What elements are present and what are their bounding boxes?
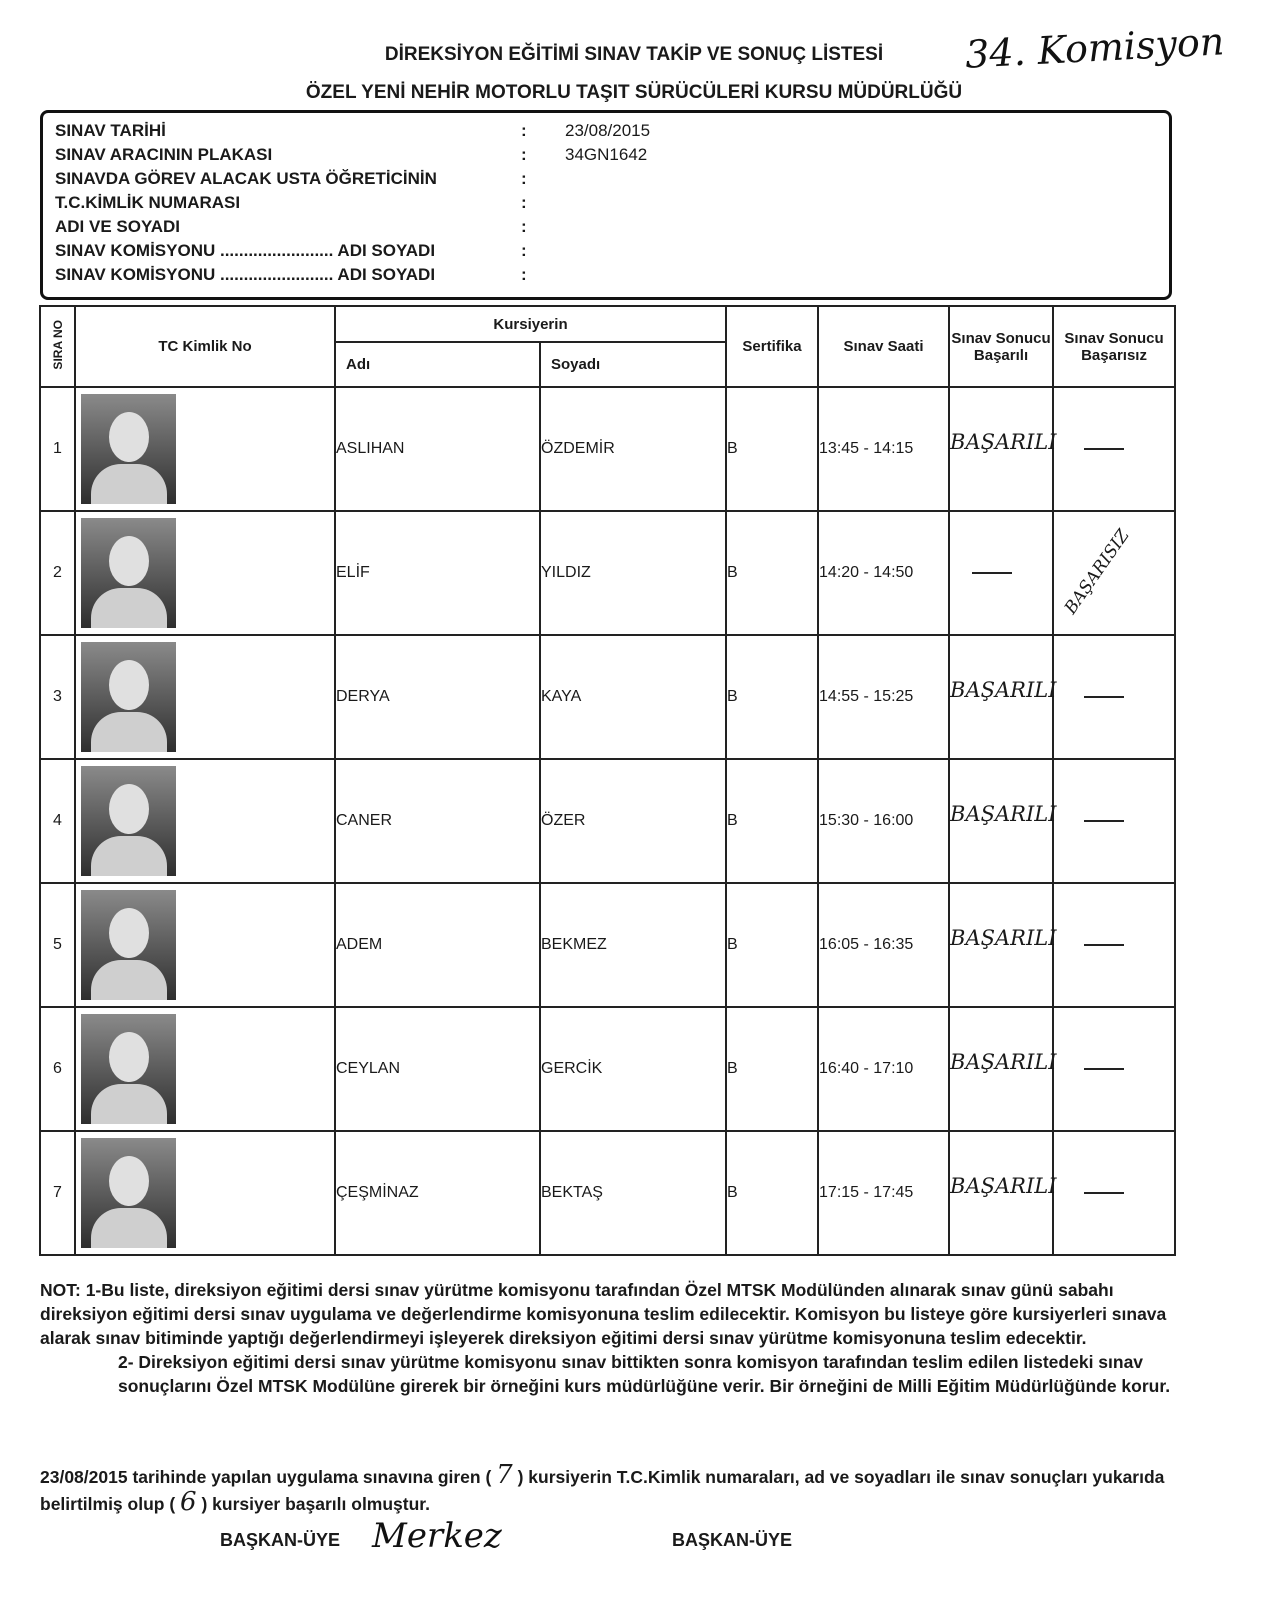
- empty-dash: [1084, 1192, 1124, 1194]
- row-number: 4: [40, 759, 75, 883]
- exam-time: 14:20 - 14:50: [818, 511, 949, 635]
- plate-label: SINAV ARACININ PLAKASI: [55, 145, 273, 164]
- tc-cell: [75, 1007, 335, 1131]
- row-number: 7: [40, 1131, 75, 1255]
- result-failed: [1053, 387, 1175, 511]
- first-name: ELİF: [335, 511, 540, 635]
- result-failed: [1053, 883, 1175, 1007]
- result-passed: [949, 635, 1057, 759]
- signature-label-right: BAŞKAN-ÜYE: [672, 1530, 793, 1550]
- student-photo: [81, 518, 176, 628]
- colon: :: [521, 217, 527, 236]
- colon: :: [521, 241, 527, 260]
- result-passed: [949, 883, 1057, 1007]
- summary-part2: ) kursiyerin T.C.Kimlik numaraları, ad ve soyadları ile sınav sonuçları yukarıda belirtilmiş olup (: [40, 1467, 1165, 1514]
- empty-dash: [1084, 944, 1124, 946]
- row-number: 5: [40, 883, 75, 1007]
- header-sira-no: SIRA NO: [40, 306, 75, 387]
- document-subtitle: ÖZEL YENİ NEHİR MOTORLU TAŞIT SÜRÜCÜLERİ KURSU MÜDÜRLÜĞÜ: [305, 82, 963, 103]
- exam-time: 17:15 - 17:45: [818, 1131, 949, 1255]
- last-name: BEKMEZ: [540, 883, 726, 1007]
- handwritten-result: BAŞARISIZ: [1060, 525, 1134, 619]
- summary-part3: ) kursiyer başarılı olmuştur.: [201, 1494, 431, 1514]
- table-row: [40, 1007, 1175, 1131]
- table-row: [40, 759, 1175, 883]
- colon: :: [521, 169, 527, 188]
- result-passed: [949, 511, 1053, 635]
- committee1-label: SINAV KOMİSYONU ........................ ADI SOYADI: [55, 241, 436, 260]
- student-photo: [81, 1138, 176, 1248]
- last-name: YILDIZ: [540, 511, 726, 635]
- first-name: ÇEŞMİNAZ: [335, 1131, 540, 1255]
- header-sinav-saati: Sınav Saati: [818, 306, 949, 387]
- colon: :: [521, 121, 527, 140]
- header-soyadi: Soyadı: [540, 342, 726, 387]
- first-name: DERYA: [335, 635, 540, 759]
- certificate: B: [726, 759, 818, 883]
- colon: :: [521, 265, 527, 284]
- header-sonuc-basarili: Sınav Sonucu Başarılı: [949, 306, 1053, 387]
- certificate: B: [726, 883, 818, 1007]
- last-name: ÖZDEMİR: [540, 387, 726, 511]
- summary-part1: 23/08/2015 tarihinde yapılan uygulama sınavına giren (: [40, 1467, 492, 1487]
- certificate: B: [726, 635, 818, 759]
- header-sonuc-basarisiz: Sınav Sonucu Başarısız: [1053, 306, 1175, 387]
- student-photo: [81, 394, 176, 504]
- header-sertifika: Sertifika: [726, 306, 818, 387]
- result-failed: [1053, 759, 1175, 883]
- row-number: 1: [40, 387, 75, 511]
- exam-time: 14:55 - 15:25: [818, 635, 949, 759]
- instructor-label: SINAVDA GÖREV ALACAK USTA ÖĞRETİCİNİN: [55, 169, 437, 188]
- handwritten-result: BAŞARILI: [950, 926, 1057, 950]
- result-passed: [949, 387, 1057, 511]
- first-name: ASLIHAN: [335, 387, 540, 511]
- empty-dash: [1084, 820, 1124, 822]
- exam-date-label: SINAV TARİHİ: [55, 121, 166, 140]
- exam-time: 16:40 - 17:10: [818, 1007, 949, 1131]
- certificate: B: [726, 1007, 818, 1131]
- tc-cell: [75, 387, 335, 511]
- result-failed: [1053, 1131, 1175, 1255]
- exam-time: 13:45 - 14:15: [818, 387, 949, 511]
- plate-value: 34GN1642: [565, 145, 648, 164]
- empty-dash: [972, 572, 1012, 574]
- table-row: [40, 511, 1175, 635]
- document-title: DİREKSİYON EĞİTİMİ SINAV TAKİP VE SONUÇ LİSTESİ: [384, 44, 884, 65]
- last-name: KAYA: [540, 635, 726, 759]
- handwritten-result: BAŞARILI: [950, 802, 1057, 826]
- signature-label-left: BAŞKAN-ÜYE: [220, 1530, 341, 1550]
- summary-statement: [40, 1460, 1200, 1517]
- exam-time: 15:30 - 16:00: [818, 759, 949, 883]
- header-tc-kimlik: TC Kimlik No: [75, 306, 335, 387]
- colon: :: [521, 193, 527, 212]
- certificate: B: [726, 511, 818, 635]
- tc-label: T.C.KİMLİK NUMARASI: [55, 193, 241, 212]
- result-failed: [1053, 1007, 1175, 1131]
- last-name: GERCİK: [540, 1007, 726, 1131]
- first-name: CEYLAN: [335, 1007, 540, 1131]
- tc-cell: [75, 883, 335, 1007]
- name-label: ADI VE SOYADI: [55, 217, 181, 236]
- last-name: BEKTAŞ: [540, 1131, 726, 1255]
- exam-info-box: [40, 110, 1172, 300]
- header-kursiyerin: Kursiyerin: [335, 306, 726, 342]
- last-name: ÖZER: [540, 759, 726, 883]
- student-photo: [81, 642, 176, 752]
- result-passed: [949, 1131, 1057, 1255]
- empty-dash: [1084, 448, 1124, 450]
- tc-cell: [75, 1131, 335, 1255]
- table-row: [40, 387, 1175, 511]
- tc-cell: [75, 759, 335, 883]
- result-failed: [1053, 511, 1175, 635]
- exam-results-table: [39, 305, 1176, 1256]
- certificate: B: [726, 1131, 818, 1255]
- note-section: [40, 1278, 1180, 1398]
- count-passed: 6: [180, 1487, 197, 1517]
- student-photo: [81, 766, 176, 876]
- handwritten-result: BAŞARILI: [950, 1050, 1057, 1074]
- colon: :: [521, 145, 527, 164]
- table-row: [40, 635, 1175, 759]
- result-passed: [949, 759, 1057, 883]
- exam-date-value: 23/08/2015: [565, 121, 651, 140]
- table-row: [40, 1131, 1175, 1255]
- empty-dash: [1084, 696, 1124, 698]
- committee2-label: SINAV KOMİSYONU ........................ ADI SOYADI: [55, 265, 436, 284]
- note-paragraph-1: NOT: 1-Bu liste, direksiyon eğitimi dersi sınav yürütme komisyonu tarafından Özel MTSK Modülünden alınarak sınav günü sabahı direksiyon eğitimi dersi sınav uygulama ve değerlendirme komisyonuna teslim edilecektir. Komisyon bu listeye göre kursiyerleri sınava alarak sınav bitiminde yaptığı değerlendirmeyi işleyerek direksiyon eğitimi dersi sınav yürütme komisyonuna teslim edecektir.: [40, 1280, 1167, 1348]
- row-number: 6: [40, 1007, 75, 1131]
- table-row: [40, 883, 1175, 1007]
- student-photo: [81, 1014, 176, 1124]
- signature-left: Merkez: [372, 1516, 502, 1556]
- handwritten-result: BAŞARILI: [950, 430, 1057, 454]
- result-passed: [949, 1007, 1057, 1131]
- handwritten-commission-tag: 34. Komisyon: [964, 19, 1226, 77]
- first-name: ADEM: [335, 883, 540, 1007]
- first-name: CANER: [335, 759, 540, 883]
- result-failed: [1053, 635, 1175, 759]
- row-number: 2: [40, 511, 75, 635]
- exam-time: 16:05 - 16:35: [818, 883, 949, 1007]
- row-number: 3: [40, 635, 75, 759]
- count-total: 7: [496, 1460, 513, 1490]
- handwritten-result: BAŞARILI: [950, 1174, 1057, 1198]
- tc-cell: [75, 635, 335, 759]
- tc-cell: [75, 511, 335, 635]
- note-paragraph-2: 2- Direksiyon eğitimi dersi sınav yürütme komisyonu sınav bittikten sonra komisyon tarafından teslim edilen listedeki sınav sonuçlarını Özel MTSK Modülüne girerek bir örneğini kurs müdürlüğüne verir. Bir örneğini de Milli Eğitim Müdürlüğünde korur.: [118, 1352, 1171, 1396]
- header-adi: Adı: [335, 342, 540, 387]
- empty-dash: [1084, 1068, 1124, 1070]
- certificate: B: [726, 387, 818, 511]
- handwritten-result: BAŞARILI: [950, 678, 1057, 702]
- student-photo: [81, 890, 176, 1000]
